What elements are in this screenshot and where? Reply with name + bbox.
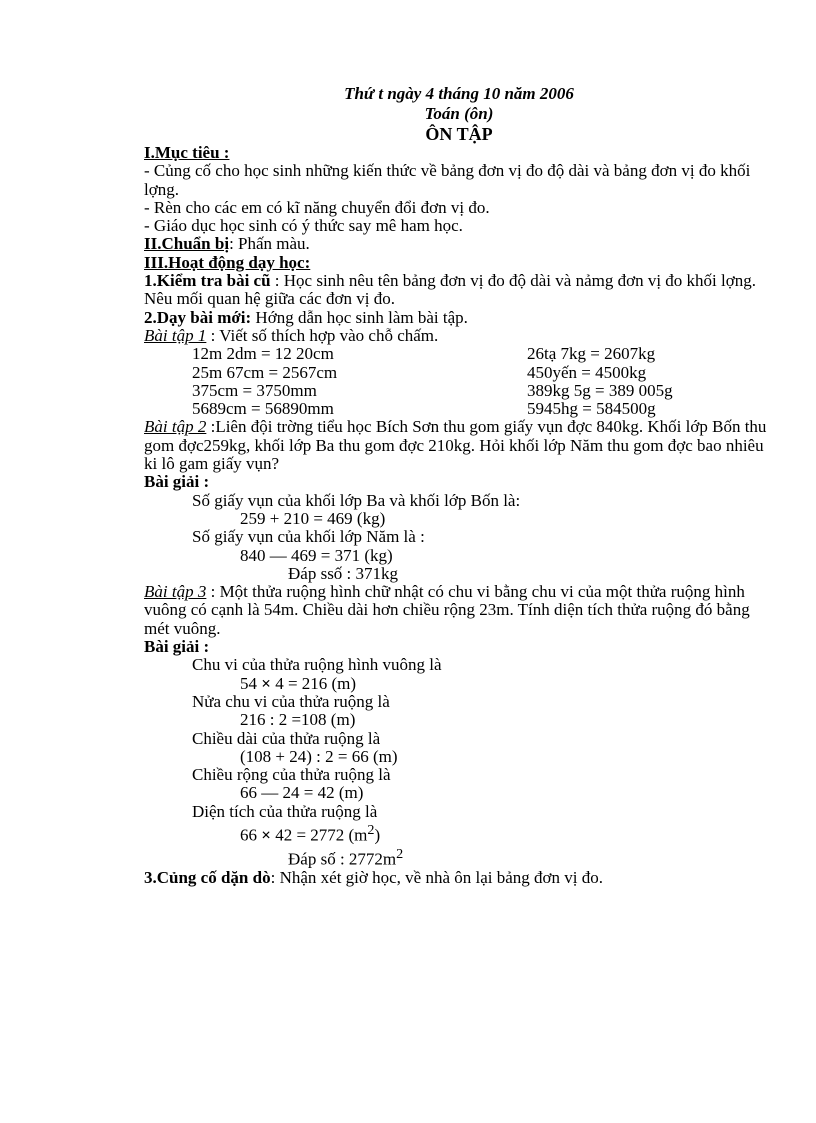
exercise-3-text: : Một thửa ruộng hình chữ nhật có chu vi bằng chu vi của một thửa ruộng hình vuông có cạnh là 54m. Chiều dài hơn chiều rộng 23m. Tính diện tích thửa ruộng đó bằng mét vuông. [144, 582, 750, 638]
exercise-1-answer: 389kg 5g = 389 005g [527, 380, 673, 400]
objective-item: - Giáo dục học sinh có ý thức say mê ham học. [144, 216, 463, 236]
solution-text: 54 [240, 673, 262, 693]
solution-line: (108 + 24) : 2 = 66 (m) [240, 746, 398, 766]
solution-text: Đáp số : 2772m [288, 849, 397, 869]
objective-item: - Củng cố cho học sinh những kiến thức về bảng đơn vị đo độ dài và bảng đơn vị đo khối lợng. [144, 161, 751, 199]
new-lesson-text: Hớng dẫn học sinh làm bài tập. [251, 307, 468, 327]
solution-heading: Bài giải : [144, 637, 210, 657]
exercise-2-label: Bài tập 2 [144, 417, 207, 437]
exercise-1-text: : Viết số thích hợp vào chỗ chấm. [206, 325, 439, 345]
solution-answer: Đáp ssố : 371kg [288, 563, 399, 583]
solution-answer [144, 845, 774, 869]
exercise-2-prompt [144, 418, 774, 473]
exercise-1-answer: 25m 67cm = 2567cm [192, 362, 338, 382]
times-sign: × [261, 673, 271, 693]
superscript: 2 [367, 821, 375, 838]
preparation-section [144, 235, 774, 253]
document-page [144, 84, 774, 887]
times-sign: × [261, 825, 271, 845]
objectives-section [144, 144, 774, 162]
solution-line: 259 + 210 = 469 (kg) [240, 508, 386, 528]
lesson-title: ÔN TẬP [425, 124, 493, 144]
exercise-2-text: :Liên đội trờng tiểu học Bích Sơn thu gom giấy vụn đợc 840kg. Khối lớp Bốn thu gom đợc259kg, khối lớp Ba thu gom đợc 210kg. Hỏi khối lớp Năm thu gom đợc bao nhiêu ki lô gam giấy vụn? [144, 417, 767, 474]
solution-text: 66 [240, 825, 262, 845]
new-lesson-label: 2.Dạy bài mới: [144, 307, 252, 327]
solution-line: Diện tích của thửa ruộng là [192, 801, 378, 821]
old-lesson-text: : Học sinh nêu tên bảng đơn vị đo độ dài và nảmg đơn vị đo khối lợng. Nêu mối quan hệ giữa các đơn vị đo. [144, 271, 756, 309]
solution-line: Nửa chu vi của thửa ruộng là [192, 691, 390, 711]
preparation-text: : Phấn màu. [229, 234, 310, 254]
solution-line: 840 — 469 = 371 (kg) [240, 545, 393, 565]
exercise-3-prompt [144, 583, 774, 638]
exercise-1-answer: 375cm = 3750mm [192, 380, 317, 400]
solution-text: 42 = 2772 (m [270, 825, 368, 845]
exercise-1-answer: 450yến = 4500kg [527, 362, 647, 382]
objectives-heading: I.Mục tiêu : [144, 143, 230, 162]
exercise-1-answer: 12m 2dm = 12 20cm [192, 344, 334, 364]
activities-section [144, 254, 774, 272]
solution-line: Chiều dài của thửa ruộng là [192, 728, 381, 748]
solution-line [144, 821, 774, 845]
solution-line: Số giấy vụn của khối lớp Ba và khối lớp Bốn là: [192, 490, 521, 510]
solution-line: 216 : 2 =108 (m) [240, 710, 356, 730]
new-lesson [144, 309, 774, 327]
solution-line: 66 — 24 = 42 (m) [240, 783, 364, 803]
lesson-date: Thứ t ngày 4 tháng 10 năm 2006 [344, 84, 574, 103]
consolidation-text: : Nhận xét giờ học, về nhà ôn lại bảng đơn vị đo. [270, 867, 604, 887]
exercise-1-answer: 5689cm = 56890mm [192, 399, 334, 419]
solution-line [144, 675, 774, 693]
preparation-heading: II.Chuẩn bị [144, 234, 230, 254]
solution-text: ) [374, 825, 381, 845]
exercise-3-label: Bài tập 3 [144, 582, 207, 602]
exercise-1-label: Bài tập 1 [144, 325, 207, 345]
solution-line: Số giấy vụn của khối lớp Năm là : [192, 527, 425, 547]
solution-heading: Bài giải : [144, 472, 210, 492]
old-lesson-label: 1.Kiểm tra bài cũ [144, 271, 271, 291]
exercise-1-answers [144, 345, 774, 418]
exercise-1-prompt [144, 327, 774, 345]
superscript: 2 [396, 845, 404, 862]
solution-line: Chiều rộng của thửa ruộng là [192, 765, 391, 785]
solution-text: 4 = 216 (m) [270, 673, 357, 693]
objective-item: - Rèn cho các em có kĩ năng chuyển đổi đơn vị đo. [144, 197, 490, 217]
activities-heading: III.Hoạt động dạy học: [144, 252, 311, 272]
consolidation-label: 3.Củng cố dặn dò [144, 867, 271, 887]
consolidation-section [144, 869, 774, 887]
lesson-subject: Toán (ôn) [424, 104, 494, 123]
exercise-1-answer: 5945hg = 584500g [527, 399, 656, 419]
exercise-1-answer: 26tạ 7kg = 2607kg [527, 344, 656, 364]
solution-line: Chu vi của thửa ruộng hình vuông là [192, 655, 442, 675]
old-lesson-check [144, 272, 774, 309]
